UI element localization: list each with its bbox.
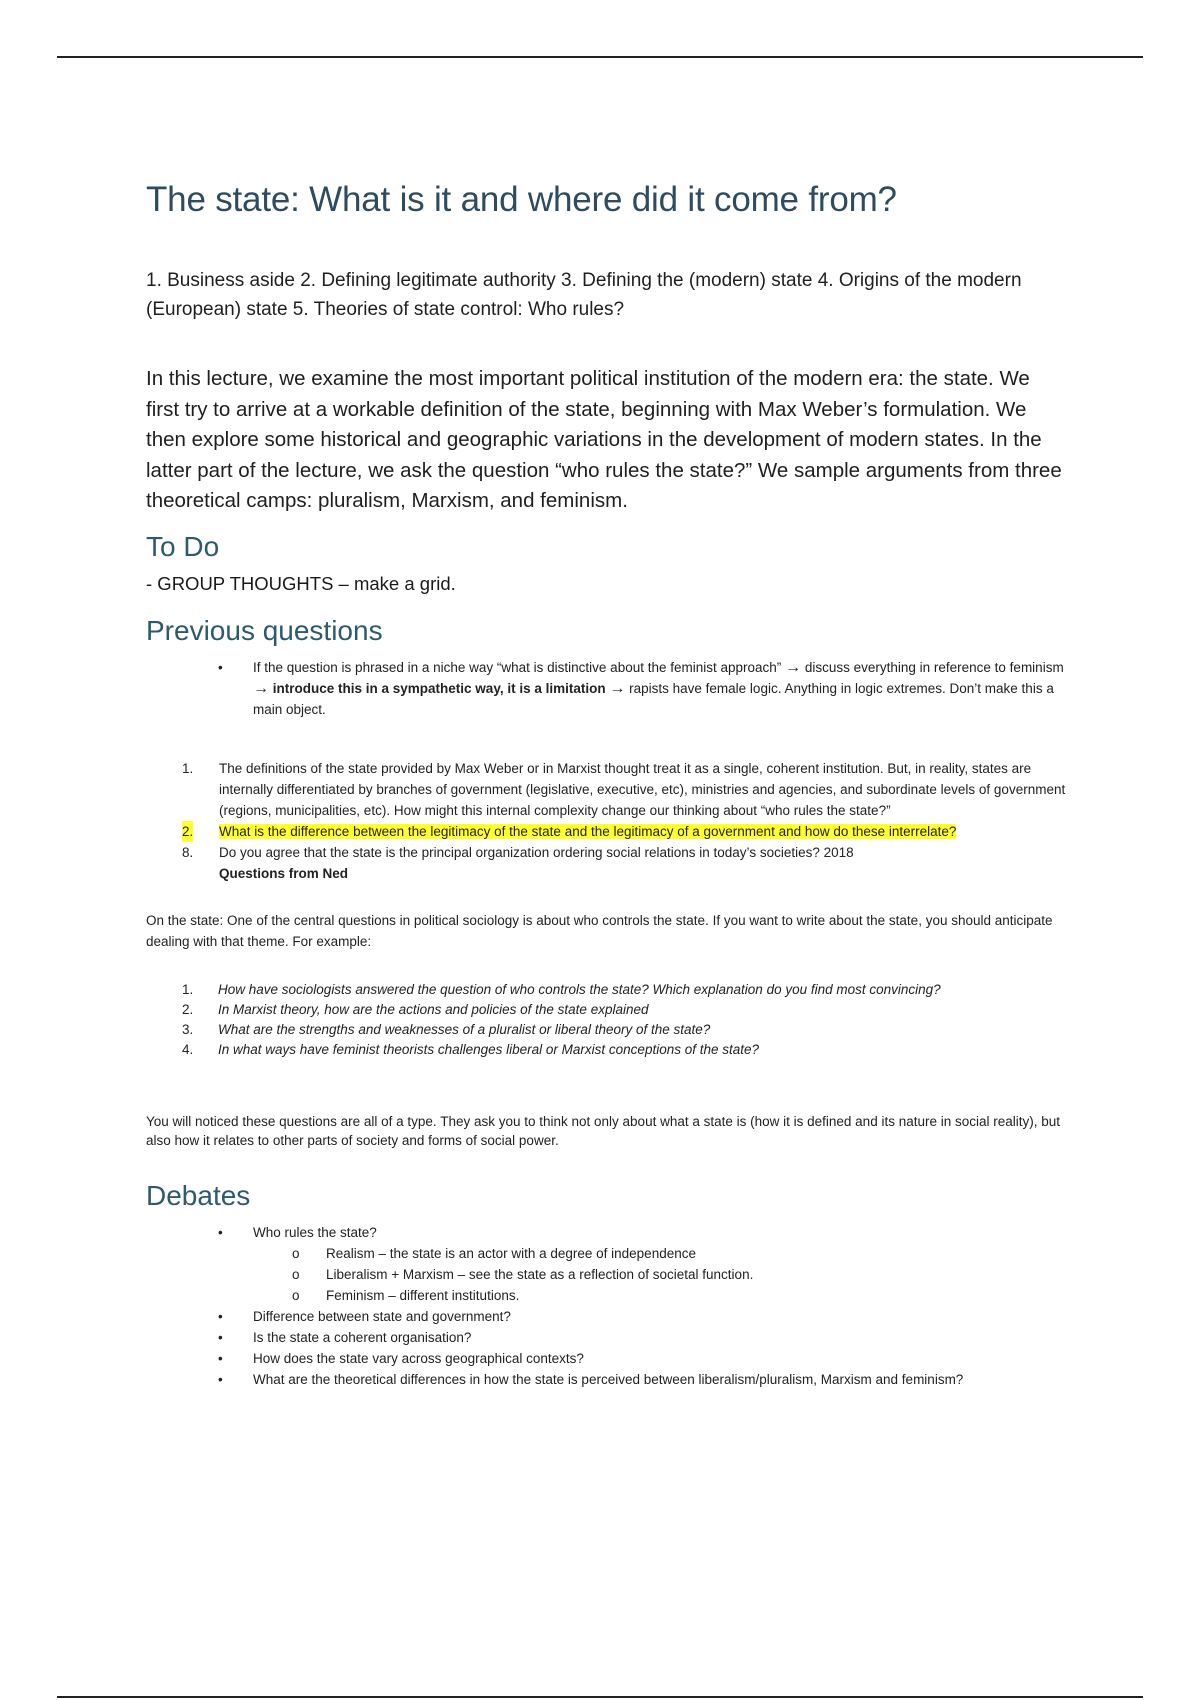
list-item xyxy=(146,1306,1066,1327)
arrow-icon: → xyxy=(785,658,802,676)
bullet-glyph: • xyxy=(218,1308,223,1324)
item-text: What is the difference between the legitimacy of the state and the legitimacy of a government and how do these interrelate? xyxy=(219,823,957,839)
list-item xyxy=(146,1222,1066,1243)
example-questions-list xyxy=(146,980,1066,1060)
list-item xyxy=(146,1369,1066,1390)
item-text: What are the strengths and weaknesses of a pluralist or liberal theory of the state? xyxy=(218,1021,711,1037)
item-text: Is the state a coherent organisation? xyxy=(253,1329,472,1345)
item-text: Feminism – different institutions. xyxy=(326,1287,520,1303)
item-text: How does the state vary across geographical contexts? xyxy=(253,1350,584,1366)
sub-list-item xyxy=(146,1243,1066,1264)
todo-text: - GROUP THOUGHTS – make a grid. xyxy=(146,572,456,594)
list-item xyxy=(146,1040,1066,1060)
sub-list-item xyxy=(146,1264,1066,1285)
todo-heading: To Do xyxy=(146,530,220,562)
questions-note: You will noticed these questions are all of a type. They ask you to think not only about what a state is (how it is defined and its nature in social reality), but also how it relates to other parts of society and forms of social power. xyxy=(146,1113,1061,1148)
arrow-icon: → xyxy=(609,679,626,697)
item-text: Who rules the state? xyxy=(253,1224,377,1240)
previous-questions-list xyxy=(146,758,1066,884)
list-item-highlighted xyxy=(146,821,1066,842)
top-rule xyxy=(57,56,1143,58)
bullet-glyph: • xyxy=(218,1350,223,1366)
previous-questions-heading: Previous questions xyxy=(146,614,383,646)
item-text: What are the theoretical differences in how the state is perceived between liberalism/pluralism, Marxism and feminism? xyxy=(253,1371,964,1387)
list-item xyxy=(146,842,1066,863)
circle-bullet-glyph: o xyxy=(292,1245,300,1261)
questions-from-ned xyxy=(146,863,1066,884)
page-title: The state: What is it and where did it come from? xyxy=(146,180,897,219)
lecture-outline: 1. Business aside 2. Defining legitimate authority 3. Defining the (modern) state 4. Origins of the modern (European) state 5. Theories of state control: Who rules? xyxy=(146,270,1022,320)
item-text: Liberalism + Marxism – see the state as a reflection of societal function. xyxy=(326,1266,754,1282)
item-number: 4. xyxy=(182,1041,194,1057)
bullet-glyph: • xyxy=(218,1329,223,1345)
item-number: 1. xyxy=(182,760,194,776)
item-number: 2. xyxy=(182,1001,194,1017)
sub-list-item xyxy=(146,1285,1066,1306)
list-item xyxy=(146,1327,1066,1348)
circle-bullet-glyph: o xyxy=(292,1287,300,1303)
ned-intro: On the state: One of the central questions in political sociology is about who controls the state. If you want to write about the state, you should anticipate dealing with that theme. For example: xyxy=(146,912,1053,949)
list-item xyxy=(146,1020,1066,1040)
debates-heading: Debates xyxy=(146,1179,251,1211)
item-text: How have sociologists answered the question of who controls the state? Which explanation do you find most convincing? xyxy=(218,981,941,997)
item-text: Realism – the state is an actor with a degree of independence xyxy=(326,1245,696,1261)
bullet-part-d: rapists have female logic. Anything in logic extremes. Don’t make this a main object. xyxy=(253,680,1054,717)
previous-questions-bullet xyxy=(146,657,1066,720)
item-text: Do you agree that the state is the principal organization ordering social relations in today’s societies? 2018 xyxy=(219,844,854,860)
bullet-glyph: • xyxy=(218,659,223,675)
item-text: The definitions of the state provided by Max Weber or in Marxist thought treat it as a single, coherent institution. But, in reality, states are internally differentiated by branches of government (legislative, executive, etc), ministries and agencies, and subordinate levels of government (regions, municipalities, etc). How might this internal complexity change our thinking about “who rules the state?” xyxy=(219,760,1066,818)
bullet-part-c: introduce this in a sympathetic way, it is a limitation xyxy=(272,680,606,696)
item-number: 3. xyxy=(182,1021,194,1037)
item-text: In what ways have feminist theorists challenges liberal or Marxist conceptions of the state? xyxy=(218,1041,760,1057)
lecture-intro: In this lecture, we examine the most important political institution of the modern era: the state. We first try to arrive at a workable definition of the state, beginning with Max Weber’s formulation. We then explore some historical and geographic variations in the development of modern states. In the latter part of the lecture, we ask the question “who rules the state?” We sample arguments from three theoretical camps: pluralism, Marxism, and feminism. xyxy=(146,367,1062,512)
bullet-part-b: discuss everything in reference to feminism xyxy=(804,659,1064,675)
list-item xyxy=(146,1000,1066,1020)
debates-list xyxy=(146,1222,1066,1390)
circle-bullet-glyph: o xyxy=(292,1266,300,1282)
item-text: Difference between state and government? xyxy=(253,1308,511,1324)
item-number: 2. xyxy=(182,821,193,842)
list-item xyxy=(146,1348,1066,1369)
item-number: 8. xyxy=(182,844,194,860)
ned-label: Questions from Ned xyxy=(219,865,349,881)
bullet-part-a: If the question is phrased in a niche way “what is distinctive about the feminist approach” xyxy=(253,659,782,675)
item-text: In Marxist theory, how are the actions and policies of the state explained xyxy=(218,1001,649,1017)
bottom-rule xyxy=(57,1696,1143,1698)
list-item xyxy=(146,980,1066,1000)
document-body xyxy=(146,180,1066,1390)
bullet-glyph: • xyxy=(218,1371,223,1387)
bullet-glyph: • xyxy=(218,1224,223,1240)
item-number: 1. xyxy=(182,981,194,997)
list-item xyxy=(146,758,1066,821)
arrow-icon: → xyxy=(253,679,269,697)
